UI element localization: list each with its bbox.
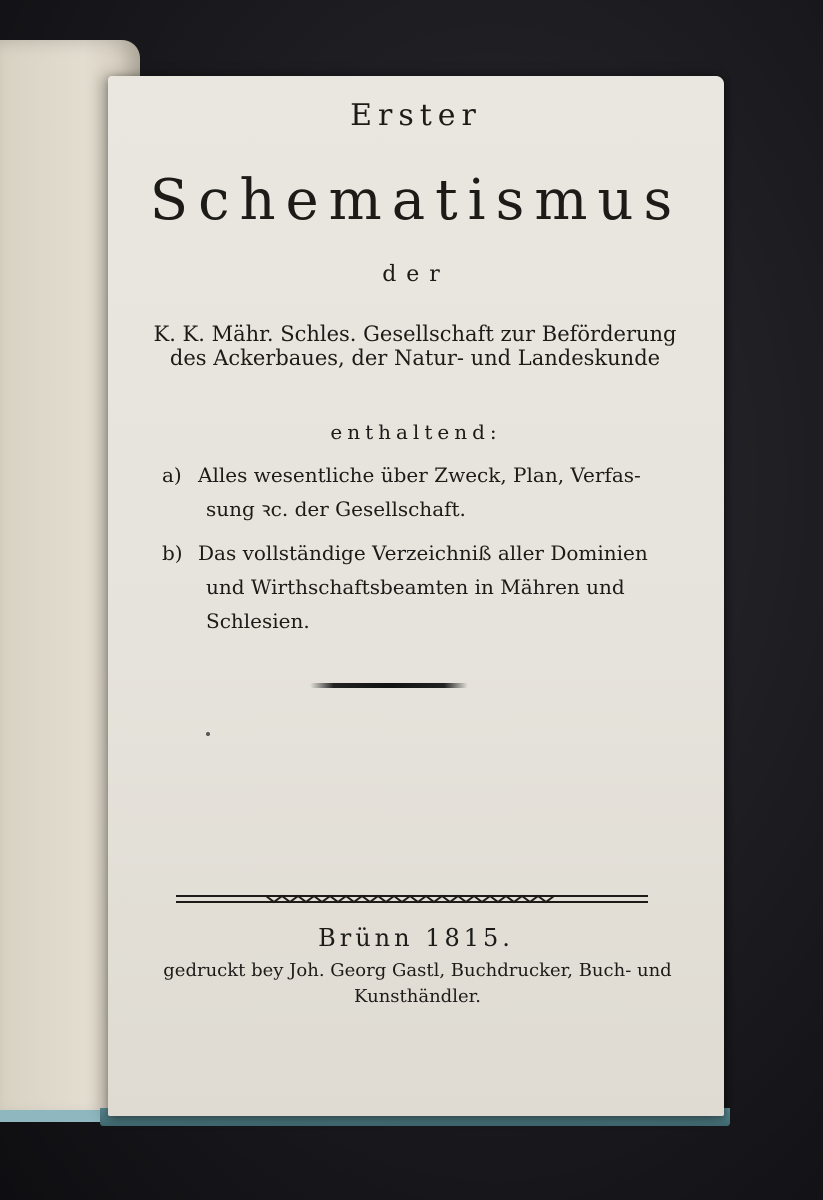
title-erster: Erster xyxy=(350,98,482,133)
contents-item-a xyxy=(162,458,662,526)
item-b-line3: Schlesien. xyxy=(206,609,310,633)
item-a-line1: Alles wesentliche über Zweck, Plan, Verfas- xyxy=(198,463,641,487)
divider-rule xyxy=(310,683,468,688)
title-schematismus: Schematismus xyxy=(149,168,683,233)
item-a-marker: a) xyxy=(162,463,182,487)
enthaltend-label: enthaltend: xyxy=(330,420,502,444)
paper-speck xyxy=(206,732,210,736)
place-year: Brünn 1815. xyxy=(318,924,514,952)
printer-line: gedruckt bey Joh. Georg Gastl, Buchdrucker, Buch- und Kunsthändler. xyxy=(163,960,672,1007)
item-b-marker: b) xyxy=(162,541,183,565)
ornamental-rule xyxy=(176,888,648,910)
item-a-line2: sung ꝛc. der Gesellschaft. xyxy=(206,497,466,521)
item-b-line2: und Wirthschaftsbeamten in Mähren und xyxy=(206,575,625,599)
contents-item-b xyxy=(162,536,662,638)
item-b-line1: Das vollständige Verzeichniß aller Dominien xyxy=(198,541,648,565)
society-name: K. K. Mähr. Schles. Gesellschaft zur Beförderung des Ackerbaues, der Natur- und Landeskunde xyxy=(153,322,677,370)
title-der: der xyxy=(382,262,450,287)
